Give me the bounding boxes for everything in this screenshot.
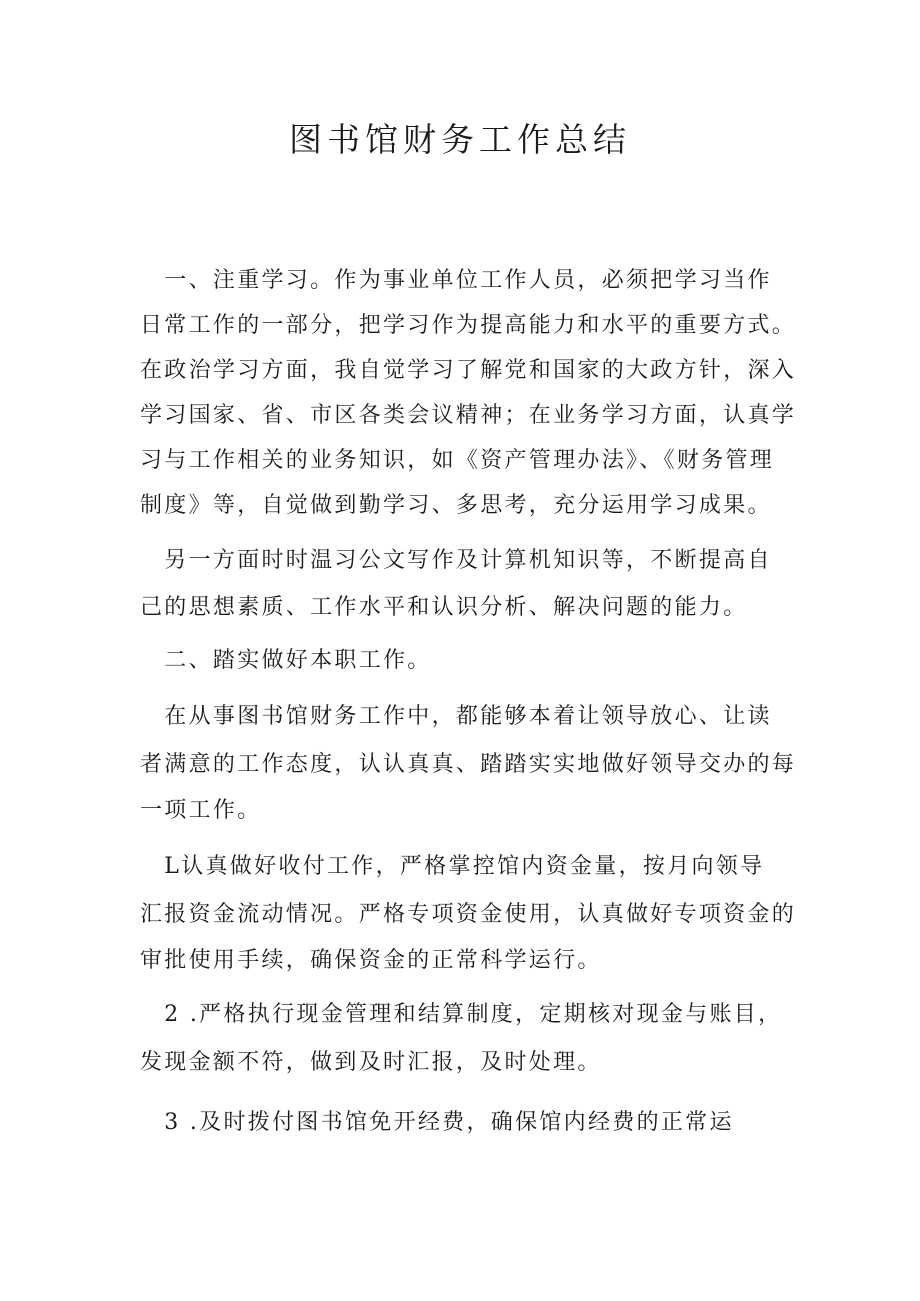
paragraph-line: 另一方面时时温习公文写作及计算机知识等，不断提高自	[140, 548, 772, 573]
paragraph-line: 日常工作的一部分，把学习作为提高能力和水平的重要方式。	[140, 313, 797, 338]
paragraph-line: 在政治学习方面，我自觉学习了解党和国家的大政方针，深入	[140, 358, 797, 383]
list-item: 3 .及时拨付图书馆免开经费，确保馆内经费的正常运	[140, 1110, 734, 1135]
paragraph-line: 习与工作相关的业务知识，如《资产管理办法》、《财务管理	[140, 448, 775, 473]
paragraph-line: 制度》等，自觉做到勤学习、多思考，充分运用学习成果。	[140, 493, 772, 518]
paragraph-line: 己的思想素质、工作水平和认识分析、解决问题的能力。	[140, 595, 748, 620]
paragraph-line: 在从事图书馆财务工作中，都能够本着让领导放心、让读	[140, 704, 772, 729]
paragraph-line: 汇报资金流动情况。严格专项资金使用，认真做好专项资金的	[140, 902, 797, 927]
paragraph-line: 一、注重学习。作为事业单位工作人员，必须把学习当作	[140, 268, 772, 293]
paragraph-line: 者满意的工作态度，认认真真、踏踏实实地做好领导交办的每	[140, 752, 797, 777]
paragraph-line: 学习国家、省、市区各类会议精神；在业务学习方面，认真学	[140, 403, 797, 428]
section-heading: 二、踏实做好本职工作。	[140, 648, 432, 673]
list-item: 2 .严格执行现金管理和结算制度，定期核对现金与账目，	[140, 1002, 783, 1027]
paragraph-line: 审批使用手续，确保资金的正常科学运行。	[140, 948, 602, 973]
paragraph-line: 一项工作。	[140, 798, 262, 823]
document-title: 图书馆财务工作总结	[289, 120, 631, 159]
paragraph-line: 发现金额不符，做到及时汇报，及时处理。	[140, 1050, 602, 1075]
list-item: L认真做好收付工作，严格掌控馆内资金量，按月向领导	[140, 854, 765, 879]
